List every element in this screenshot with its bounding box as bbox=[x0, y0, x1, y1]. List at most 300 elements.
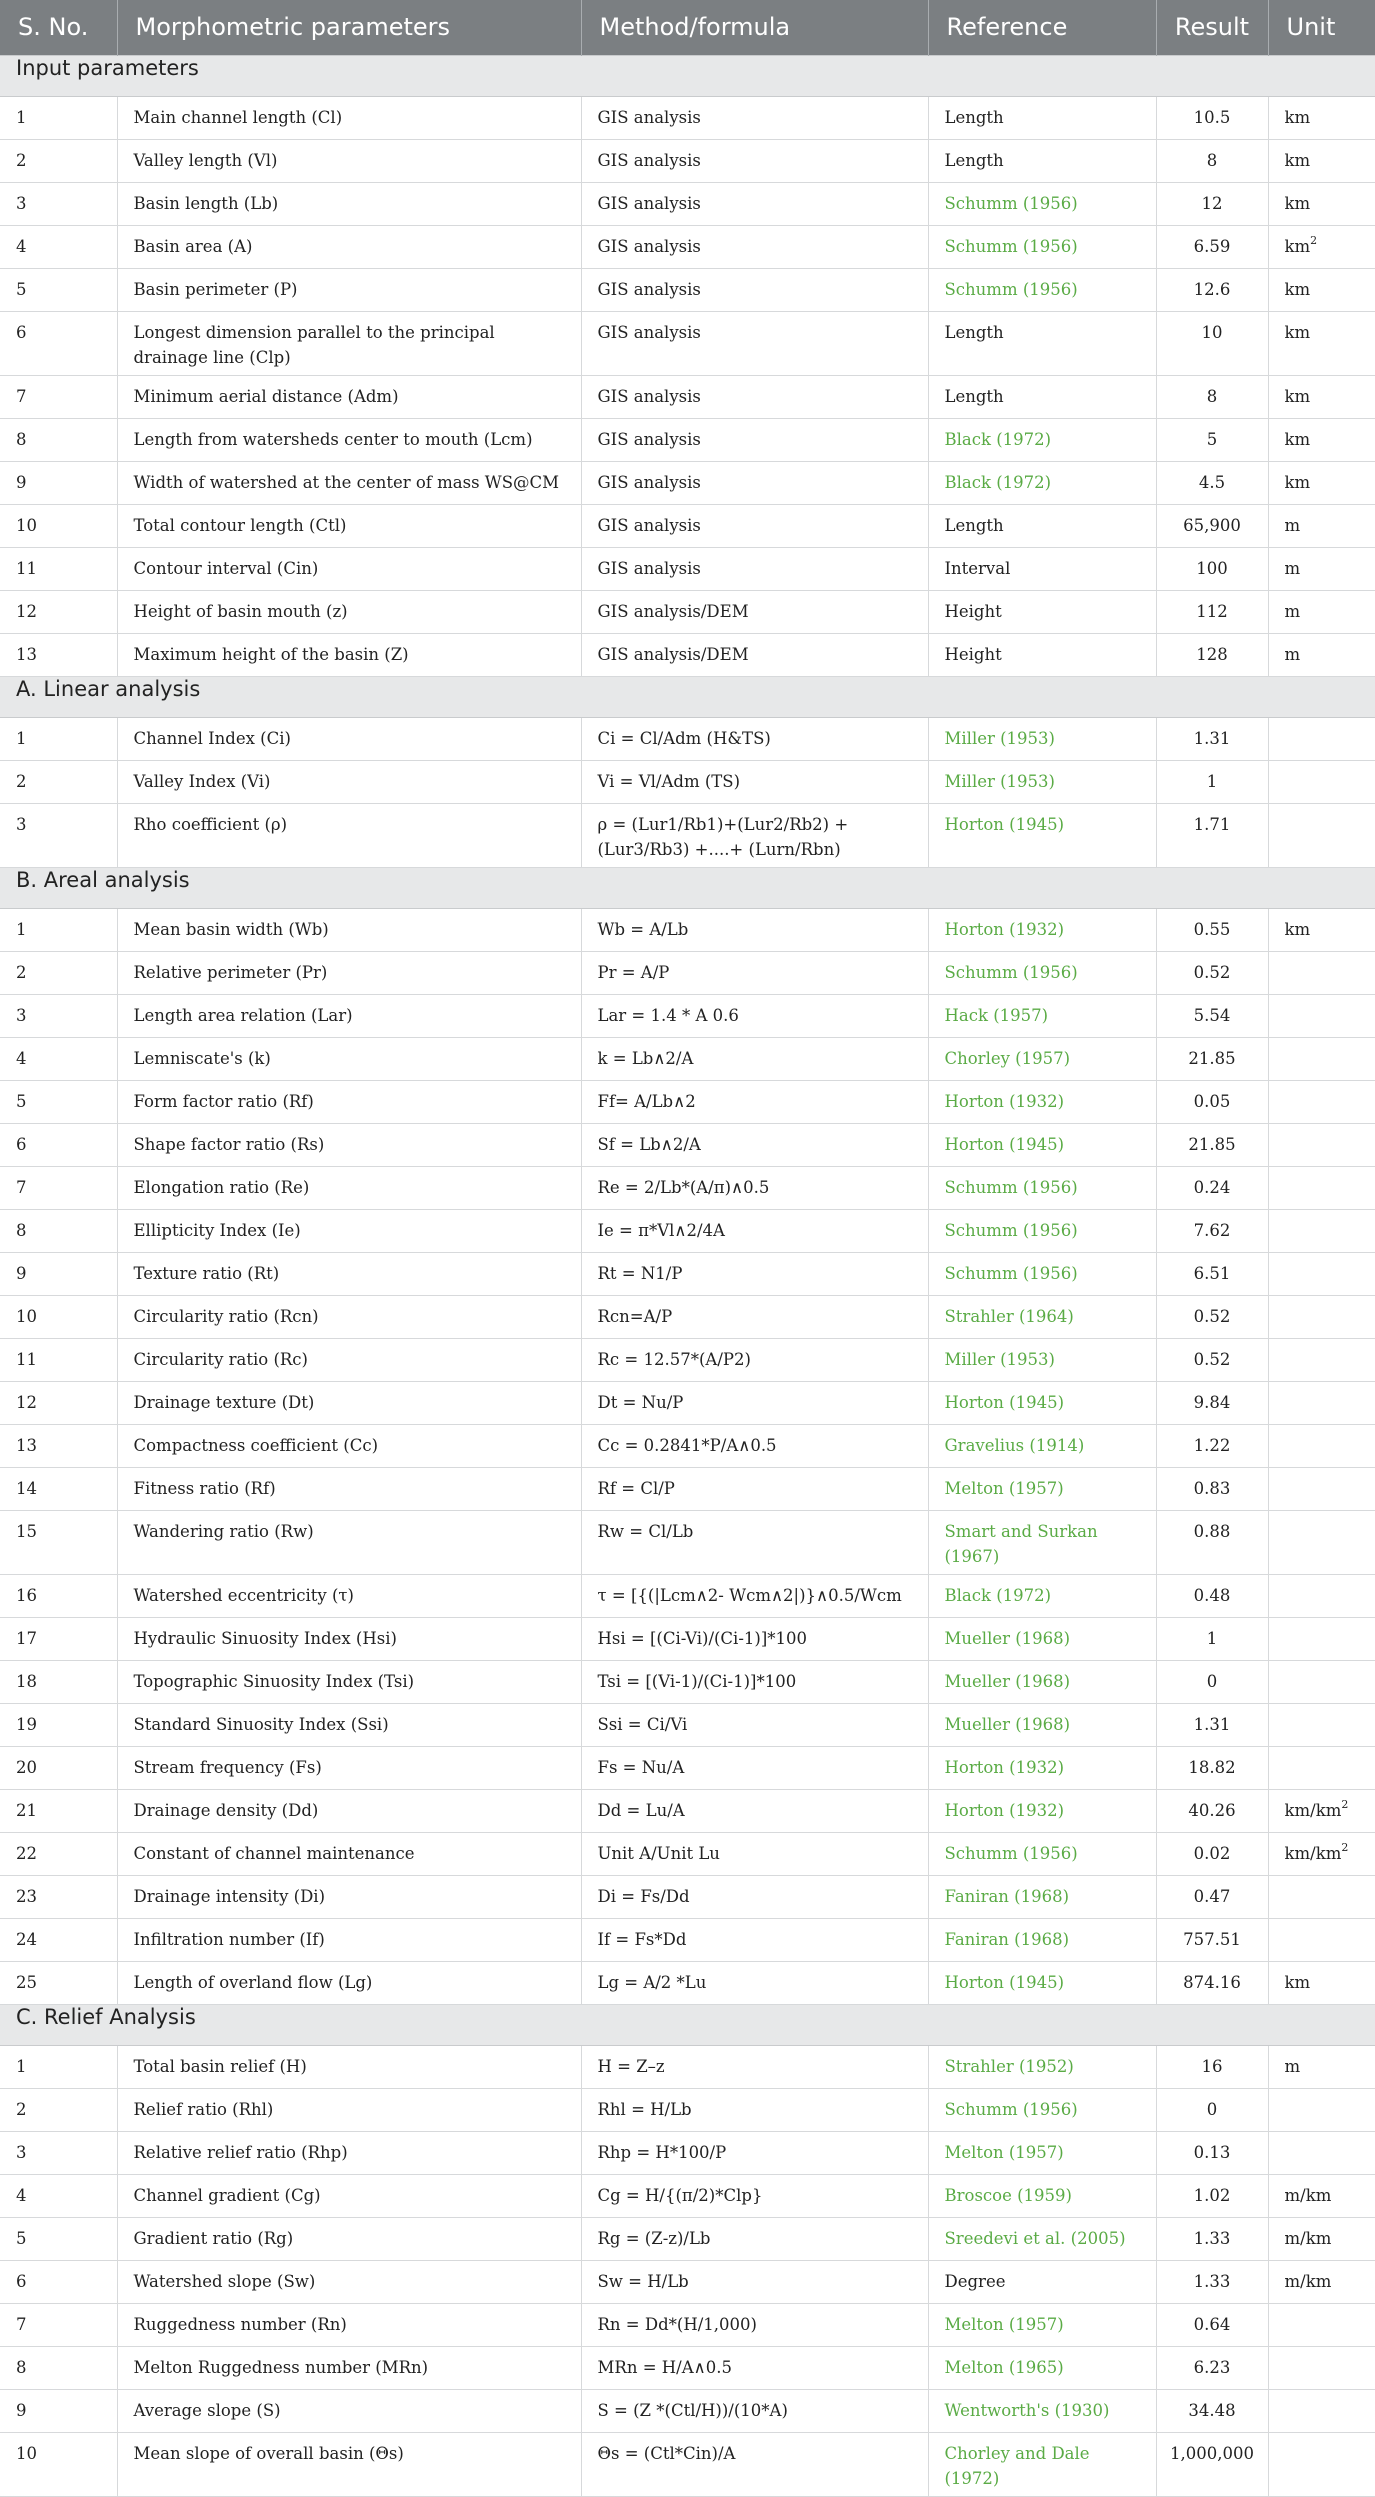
cell-sno: 4 bbox=[0, 225, 117, 268]
cell-result: 6.23 bbox=[1156, 2346, 1268, 2389]
cell-parameter: Melton Ruggedness number (MRn) bbox=[117, 2346, 581, 2389]
cell-method: GIS analysis/DEM bbox=[581, 633, 928, 676]
unit-text: m bbox=[1284, 558, 1301, 578]
cell-reference: Schumm (1956) bbox=[928, 182, 1156, 225]
cell-result: 1,000,000 bbox=[1156, 2432, 1268, 2496]
table-row bbox=[0, 96, 1375, 139]
cell-result: 1.31 bbox=[1156, 1703, 1268, 1746]
cell-reference: Schumm (1956) bbox=[928, 2088, 1156, 2131]
cell-result: 21.85 bbox=[1156, 1037, 1268, 1080]
cell-unit bbox=[1268, 1166, 1375, 1209]
table-row bbox=[0, 268, 1375, 311]
cell-method: Re = 2/Lb*(A/π)∧0.5 bbox=[581, 1166, 928, 1209]
cell-unit bbox=[1268, 311, 1375, 375]
cell-sno: 7 bbox=[0, 375, 117, 418]
cell-unit bbox=[1268, 268, 1375, 311]
cell-reference: Sreedevi et al. (2005) bbox=[928, 2217, 1156, 2260]
cell-reference: Chorley (1957) bbox=[928, 1037, 1156, 1080]
header-sno: S. No. bbox=[0, 0, 117, 55]
table-row bbox=[0, 2174, 1375, 2217]
cell-reference: Black (1972) bbox=[928, 461, 1156, 504]
table-row bbox=[0, 2303, 1375, 2346]
unit-text: km bbox=[1284, 236, 1311, 256]
table-row bbox=[0, 1875, 1375, 1918]
cell-result: 1 bbox=[1156, 1617, 1268, 1660]
cell-sno: 12 bbox=[0, 590, 117, 633]
cell-method: Tsi = [(Vi-1)/(Ci-1)]*100 bbox=[581, 1660, 928, 1703]
cell-reference: Miller (1953) bbox=[928, 717, 1156, 760]
table-row bbox=[0, 803, 1375, 867]
table-row bbox=[0, 461, 1375, 504]
cell-result: 65,900 bbox=[1156, 504, 1268, 547]
cell-sno: 11 bbox=[0, 547, 117, 590]
cell-method: Fs = Nu/A bbox=[581, 1746, 928, 1789]
table-row bbox=[0, 2432, 1375, 2496]
cell-method: S = (Z *(Ctl/H))/(10*A) bbox=[581, 2389, 928, 2432]
cell-sno: 19 bbox=[0, 1703, 117, 1746]
table-row bbox=[0, 2346, 1375, 2389]
cell-result: 40.26 bbox=[1156, 1789, 1268, 1832]
cell-result: 1 bbox=[1156, 760, 1268, 803]
cell-parameter: Lemniscate's (k) bbox=[117, 1037, 581, 1080]
cell-method: Dt = Nu/P bbox=[581, 1381, 928, 1424]
cell-result: 7.62 bbox=[1156, 1209, 1268, 1252]
cell-reference: Melton (1965) bbox=[928, 2346, 1156, 2389]
cell-result: 757.51 bbox=[1156, 1918, 1268, 1961]
cell-result: 0.05 bbox=[1156, 1080, 1268, 1123]
cell-parameter: Mean slope of overall basin (Θs) bbox=[117, 2432, 581, 2496]
cell-unit bbox=[1268, 2303, 1375, 2346]
cell-parameter: Maximum height of the basin (Z) bbox=[117, 633, 581, 676]
cell-parameter: Ruggedness number (Rn) bbox=[117, 2303, 581, 2346]
cell-method: MRn = H/A∧0.5 bbox=[581, 2346, 928, 2389]
unit-text: km bbox=[1284, 1972, 1311, 1992]
cell-method: Wb = A/Lb bbox=[581, 908, 928, 951]
unit-text: m bbox=[1284, 644, 1301, 664]
cell-sno: 13 bbox=[0, 633, 117, 676]
cell-method: Rhp = H*100/P bbox=[581, 2131, 928, 2174]
cell-method: Di = Fs/Dd bbox=[581, 1875, 928, 1918]
cell-sno: 22 bbox=[0, 1832, 117, 1875]
section-header-row bbox=[0, 676, 1375, 717]
cell-parameter: Infiltration number (If) bbox=[117, 1918, 581, 1961]
cell-reference: Gravelius (1914) bbox=[928, 1424, 1156, 1467]
cell-parameter: Standard Sinuosity Index (Ssi) bbox=[117, 1703, 581, 1746]
cell-sno: 9 bbox=[0, 2389, 117, 2432]
cell-parameter: Mean basin width (Wb) bbox=[117, 908, 581, 951]
table-row bbox=[0, 633, 1375, 676]
cell-method: Rt = N1/P bbox=[581, 1252, 928, 1295]
cell-parameter: Shape factor ratio (Rs) bbox=[117, 1123, 581, 1166]
cell-sno: 16 bbox=[0, 1574, 117, 1617]
cell-parameter: Circularity ratio (Rc) bbox=[117, 1338, 581, 1381]
cell-unit bbox=[1268, 225, 1375, 268]
table-row bbox=[0, 1467, 1375, 1510]
cell-parameter: Basin length (Lb) bbox=[117, 182, 581, 225]
cell-sno: 20 bbox=[0, 1746, 117, 1789]
cell-method: Rg = (Z-z)/Lb bbox=[581, 2217, 928, 2260]
cell-unit bbox=[1268, 2217, 1375, 2260]
cell-parameter: Drainage intensity (Di) bbox=[117, 1875, 581, 1918]
cell-method: Hsi = [(Ci-Vi)/(Ci-1)]*100 bbox=[581, 1617, 928, 1660]
cell-reference: Black (1972) bbox=[928, 1574, 1156, 1617]
cell-sno: 10 bbox=[0, 1295, 117, 1338]
cell-unit bbox=[1268, 96, 1375, 139]
cell-method: GIS analysis bbox=[581, 375, 928, 418]
cell-result: 0.83 bbox=[1156, 1467, 1268, 1510]
cell-parameter: Channel gradient (Cg) bbox=[117, 2174, 581, 2217]
cell-sno: 11 bbox=[0, 1338, 117, 1381]
cell-method: GIS analysis bbox=[581, 418, 928, 461]
cell-parameter: Relative relief ratio (Rhp) bbox=[117, 2131, 581, 2174]
cell-reference: Strahler (1964) bbox=[928, 1295, 1156, 1338]
cell-unit bbox=[1268, 182, 1375, 225]
unit-text: m/km bbox=[1284, 2271, 1332, 2291]
cell-reference: Height bbox=[928, 633, 1156, 676]
table-row bbox=[0, 2389, 1375, 2432]
cell-method: H = Z–z bbox=[581, 2045, 928, 2088]
unit-text: km bbox=[1284, 322, 1311, 342]
cell-unit bbox=[1268, 1574, 1375, 1617]
cell-parameter: Length area relation (Lar) bbox=[117, 994, 581, 1037]
cell-result: 34.48 bbox=[1156, 2389, 1268, 2432]
cell-sno: 9 bbox=[0, 461, 117, 504]
unit-text: km bbox=[1284, 279, 1311, 299]
cell-unit bbox=[1268, 504, 1375, 547]
cell-reference: Length bbox=[928, 139, 1156, 182]
cell-sno: 2 bbox=[0, 2088, 117, 2131]
cell-reference: Horton (1932) bbox=[928, 908, 1156, 951]
cell-parameter: Elongation ratio (Re) bbox=[117, 1166, 581, 1209]
unit-text: m bbox=[1284, 601, 1301, 621]
cell-result: 5 bbox=[1156, 418, 1268, 461]
cell-method: ρ = (Lur1/Rb1)+(Lur2/Rb2) + (Lur3/Rb3) +....+ (Lurn/Rbn) bbox=[581, 803, 928, 867]
cell-reference: Schumm (1956) bbox=[928, 1166, 1156, 1209]
cell-reference: Miller (1953) bbox=[928, 760, 1156, 803]
cell-method: Rf = Cl/P bbox=[581, 1467, 928, 1510]
cell-method: Rcn=A/P bbox=[581, 1295, 928, 1338]
cell-method: Ci = Cl/Adm (H&TS) bbox=[581, 717, 928, 760]
cell-method: Ff= A/Lb∧2 bbox=[581, 1080, 928, 1123]
cell-method: GIS analysis/DEM bbox=[581, 590, 928, 633]
cell-result: 0.55 bbox=[1156, 908, 1268, 951]
cell-method: Rn = Dd*(H/1,000) bbox=[581, 2303, 928, 2346]
cell-reference: Schumm (1956) bbox=[928, 1832, 1156, 1875]
cell-parameter: Fitness ratio (Rf) bbox=[117, 1467, 581, 1510]
cell-sno: 14 bbox=[0, 1467, 117, 1510]
cell-sno: 21 bbox=[0, 1789, 117, 1832]
cell-method: Lg = A/2 *Lu bbox=[581, 1961, 928, 2004]
section-title: B. Areal analysis bbox=[0, 867, 1375, 908]
header-result: Result bbox=[1156, 0, 1268, 55]
section-title: Input parameters bbox=[0, 55, 1375, 96]
cell-result: 1.02 bbox=[1156, 2174, 1268, 2217]
table-row bbox=[0, 547, 1375, 590]
unit-text: km/km bbox=[1284, 1800, 1342, 1820]
unit-text: km bbox=[1284, 150, 1311, 170]
table-row bbox=[0, 311, 1375, 375]
cell-sno: 24 bbox=[0, 1918, 117, 1961]
unit-text: km bbox=[1284, 429, 1311, 449]
cell-sno: 7 bbox=[0, 1166, 117, 1209]
cell-unit bbox=[1268, 2131, 1375, 2174]
cell-result: 0 bbox=[1156, 2088, 1268, 2131]
cell-reference: Length bbox=[928, 96, 1156, 139]
cell-parameter: Rho coefficient (ρ) bbox=[117, 803, 581, 867]
cell-unit bbox=[1268, 1424, 1375, 1467]
cell-reference: Schumm (1956) bbox=[928, 268, 1156, 311]
cell-method: Sw = H/Lb bbox=[581, 2260, 928, 2303]
cell-reference: Broscoe (1959) bbox=[928, 2174, 1156, 2217]
cell-reference: Degree bbox=[928, 2260, 1156, 2303]
cell-unit bbox=[1268, 1467, 1375, 1510]
cell-reference: Horton (1932) bbox=[928, 1789, 1156, 1832]
cell-method: Cg = H/{(π/2)*Clp} bbox=[581, 2174, 928, 2217]
cell-method: GIS analysis bbox=[581, 311, 928, 375]
cell-sno: 1 bbox=[0, 2045, 117, 2088]
header-unit: Unit bbox=[1268, 0, 1375, 55]
cell-result: 0.88 bbox=[1156, 1510, 1268, 1574]
cell-result: 0.52 bbox=[1156, 951, 1268, 994]
cell-result: 10.5 bbox=[1156, 96, 1268, 139]
cell-method: Rhl = H/Lb bbox=[581, 2088, 928, 2131]
cell-method: GIS analysis bbox=[581, 547, 928, 590]
table-row bbox=[0, 2260, 1375, 2303]
cell-unit bbox=[1268, 1832, 1375, 1875]
cell-result: 8 bbox=[1156, 139, 1268, 182]
section-header-row bbox=[0, 55, 1375, 96]
cell-method: Vi = Vl/Adm (TS) bbox=[581, 760, 928, 803]
unit-text: km bbox=[1284, 193, 1311, 213]
cell-parameter: Drainage texture (Dt) bbox=[117, 1381, 581, 1424]
table-row bbox=[0, 1209, 1375, 1252]
cell-parameter: Circularity ratio (Rcn) bbox=[117, 1295, 581, 1338]
cell-reference: Schumm (1956) bbox=[928, 1252, 1156, 1295]
cell-parameter: Constant of channel maintenance bbox=[117, 1832, 581, 1875]
cell-sno: 2 bbox=[0, 951, 117, 994]
cell-parameter: Minimum aerial distance (Adm) bbox=[117, 375, 581, 418]
section-title: C. Relief Analysis bbox=[0, 2004, 1375, 2045]
cell-unit bbox=[1268, 375, 1375, 418]
cell-method: Lar = 1.4 * A 0.6 bbox=[581, 994, 928, 1037]
table-row bbox=[0, 2217, 1375, 2260]
cell-sno: 6 bbox=[0, 1123, 117, 1166]
cell-result: 112 bbox=[1156, 590, 1268, 633]
cell-sno: 2 bbox=[0, 139, 117, 182]
table-row bbox=[0, 1295, 1375, 1338]
cell-result: 16 bbox=[1156, 2045, 1268, 2088]
cell-result: 8 bbox=[1156, 375, 1268, 418]
cell-method: Ssi = Ci/Vi bbox=[581, 1703, 928, 1746]
cell-method: Rc = 12.57*(A/P2) bbox=[581, 1338, 928, 1381]
cell-result: 6.51 bbox=[1156, 1252, 1268, 1295]
cell-result: 10 bbox=[1156, 311, 1268, 375]
cell-result: 100 bbox=[1156, 547, 1268, 590]
cell-parameter: Drainage density (Dd) bbox=[117, 1789, 581, 1832]
header-reference: Reference bbox=[928, 0, 1156, 55]
cell-method: Cc = 0.2841*P/A∧0.5 bbox=[581, 1424, 928, 1467]
cell-method: If = Fs*Dd bbox=[581, 1918, 928, 1961]
cell-result: 4.5 bbox=[1156, 461, 1268, 504]
cell-unit bbox=[1268, 1037, 1375, 1080]
table-header bbox=[0, 0, 1375, 55]
table-row bbox=[0, 590, 1375, 633]
cell-unit bbox=[1268, 1746, 1375, 1789]
cell-method: Dd = Lu/A bbox=[581, 1789, 928, 1832]
cell-unit bbox=[1268, 1789, 1375, 1832]
table-row bbox=[0, 908, 1375, 951]
cell-reference: Miller (1953) bbox=[928, 1338, 1156, 1381]
cell-unit bbox=[1268, 994, 1375, 1037]
unit-text: m/km bbox=[1284, 2185, 1332, 2205]
cell-result: 0.48 bbox=[1156, 1574, 1268, 1617]
cell-parameter: Hydraulic Sinuosity Index (Hsi) bbox=[117, 1617, 581, 1660]
cell-result: 0.52 bbox=[1156, 1295, 1268, 1338]
unit-text: m/km bbox=[1284, 2228, 1332, 2248]
cell-unit bbox=[1268, 2346, 1375, 2389]
section-header-row bbox=[0, 2004, 1375, 2045]
cell-unit bbox=[1268, 1080, 1375, 1123]
cell-reference: Length bbox=[928, 311, 1156, 375]
cell-reference: Mueller (1968) bbox=[928, 1703, 1156, 1746]
table-row bbox=[0, 1918, 1375, 1961]
cell-reference: Chorley and Dale (1972) bbox=[928, 2432, 1156, 2496]
cell-unit bbox=[1268, 760, 1375, 803]
cell-result: 874.16 bbox=[1156, 1961, 1268, 2004]
cell-reference: Horton (1945) bbox=[928, 803, 1156, 867]
table-row bbox=[0, 1746, 1375, 1789]
unit-text: km bbox=[1284, 919, 1311, 939]
table-row bbox=[0, 1832, 1375, 1875]
cell-result: 1.33 bbox=[1156, 2217, 1268, 2260]
cell-unit bbox=[1268, 2174, 1375, 2217]
cell-reference: Mueller (1968) bbox=[928, 1660, 1156, 1703]
cell-result: 21.85 bbox=[1156, 1123, 1268, 1166]
cell-result: 12 bbox=[1156, 182, 1268, 225]
cell-sno: 5 bbox=[0, 2217, 117, 2260]
table-row bbox=[0, 1424, 1375, 1467]
table-row bbox=[0, 182, 1375, 225]
cell-parameter: Contour interval (Cin) bbox=[117, 547, 581, 590]
cell-sno: 25 bbox=[0, 1961, 117, 2004]
cell-result: 1.33 bbox=[1156, 2260, 1268, 2303]
cell-result: 5.54 bbox=[1156, 994, 1268, 1037]
cell-parameter: Wandering ratio (Rw) bbox=[117, 1510, 581, 1574]
cell-parameter: Stream frequency (Fs) bbox=[117, 1746, 581, 1789]
cell-method: GIS analysis bbox=[581, 139, 928, 182]
cell-method: Θs = (Ctl*Cin)/A bbox=[581, 2432, 928, 2496]
table-row bbox=[0, 1123, 1375, 1166]
cell-sno: 5 bbox=[0, 1080, 117, 1123]
cell-reference: Horton (1945) bbox=[928, 1961, 1156, 2004]
cell-unit bbox=[1268, 547, 1375, 590]
header-method: Method/formula bbox=[581, 0, 928, 55]
cell-parameter: Valley Index (Vi) bbox=[117, 760, 581, 803]
cell-unit bbox=[1268, 2432, 1375, 2496]
cell-unit bbox=[1268, 908, 1375, 951]
cell-sno: 23 bbox=[0, 1875, 117, 1918]
cell-unit bbox=[1268, 1875, 1375, 1918]
cell-reference: Horton (1932) bbox=[928, 1080, 1156, 1123]
cell-result: 12.6 bbox=[1156, 268, 1268, 311]
cell-reference: Strahler (1952) bbox=[928, 2045, 1156, 2088]
cell-method: GIS analysis bbox=[581, 182, 928, 225]
section-title: A. Linear analysis bbox=[0, 676, 1375, 717]
cell-parameter: Channel Index (Ci) bbox=[117, 717, 581, 760]
cell-unit bbox=[1268, 1918, 1375, 1961]
table-row bbox=[0, 375, 1375, 418]
header-parameters: Morphometric parameters bbox=[117, 0, 581, 55]
cell-method: Sf = Lb∧2/A bbox=[581, 1123, 928, 1166]
cell-unit bbox=[1268, 139, 1375, 182]
cell-sno: 9 bbox=[0, 1252, 117, 1295]
cell-result: 0.52 bbox=[1156, 1338, 1268, 1381]
cell-parameter: Gradient ratio (Rg) bbox=[117, 2217, 581, 2260]
table-row bbox=[0, 994, 1375, 1037]
cell-method: Rw = Cl/Lb bbox=[581, 1510, 928, 1574]
table-row bbox=[0, 1381, 1375, 1424]
cell-parameter: Form factor ratio (Rf) bbox=[117, 1080, 581, 1123]
cell-method: Ie = π*Vl∧2/4A bbox=[581, 1209, 928, 1252]
table-row bbox=[0, 2088, 1375, 2131]
table-row bbox=[0, 2131, 1375, 2174]
cell-parameter: Total basin relief (H) bbox=[117, 2045, 581, 2088]
table-row bbox=[0, 760, 1375, 803]
table-row bbox=[0, 1080, 1375, 1123]
cell-sno: 4 bbox=[0, 1037, 117, 1080]
cell-unit bbox=[1268, 1252, 1375, 1295]
cell-unit bbox=[1268, 1617, 1375, 1660]
cell-parameter: Longest dimension parallel to the principal drainage line (Clp) bbox=[117, 311, 581, 375]
table-row bbox=[0, 951, 1375, 994]
cell-reference: Length bbox=[928, 375, 1156, 418]
cell-reference: Schumm (1956) bbox=[928, 951, 1156, 994]
table-row bbox=[0, 1703, 1375, 1746]
cell-parameter: Total contour length (Ctl) bbox=[117, 504, 581, 547]
cell-sno: 1 bbox=[0, 717, 117, 760]
table-row bbox=[0, 1252, 1375, 1295]
cell-parameter: Basin area (A) bbox=[117, 225, 581, 268]
cell-parameter: Valley length (Vl) bbox=[117, 139, 581, 182]
cell-sno: 1 bbox=[0, 96, 117, 139]
cell-parameter: Ellipticity Index (Ie) bbox=[117, 1209, 581, 1252]
table-row bbox=[0, 1789, 1375, 1832]
cell-reference: Wentworth's (1930) bbox=[928, 2389, 1156, 2432]
table-row bbox=[0, 418, 1375, 461]
table-row bbox=[0, 1660, 1375, 1703]
cell-unit bbox=[1268, 803, 1375, 867]
unit-text: km bbox=[1284, 472, 1311, 492]
cell-reference: Horton (1945) bbox=[928, 1381, 1156, 1424]
unit-text: km/km bbox=[1284, 1843, 1342, 1863]
cell-unit bbox=[1268, 1381, 1375, 1424]
cell-sno: 17 bbox=[0, 1617, 117, 1660]
cell-sno: 3 bbox=[0, 803, 117, 867]
cell-method: Pr = A/P bbox=[581, 951, 928, 994]
table-row bbox=[0, 1574, 1375, 1617]
cell-unit bbox=[1268, 1961, 1375, 2004]
cell-unit bbox=[1268, 2088, 1375, 2131]
cell-result: 0 bbox=[1156, 1660, 1268, 1703]
cell-unit bbox=[1268, 1123, 1375, 1166]
cell-method: GIS analysis bbox=[581, 504, 928, 547]
cell-unit bbox=[1268, 2389, 1375, 2432]
cell-sno: 3 bbox=[0, 182, 117, 225]
cell-parameter: Average slope (S) bbox=[117, 2389, 581, 2432]
cell-unit bbox=[1268, 717, 1375, 760]
table-row bbox=[0, 225, 1375, 268]
cell-sno: 2 bbox=[0, 760, 117, 803]
